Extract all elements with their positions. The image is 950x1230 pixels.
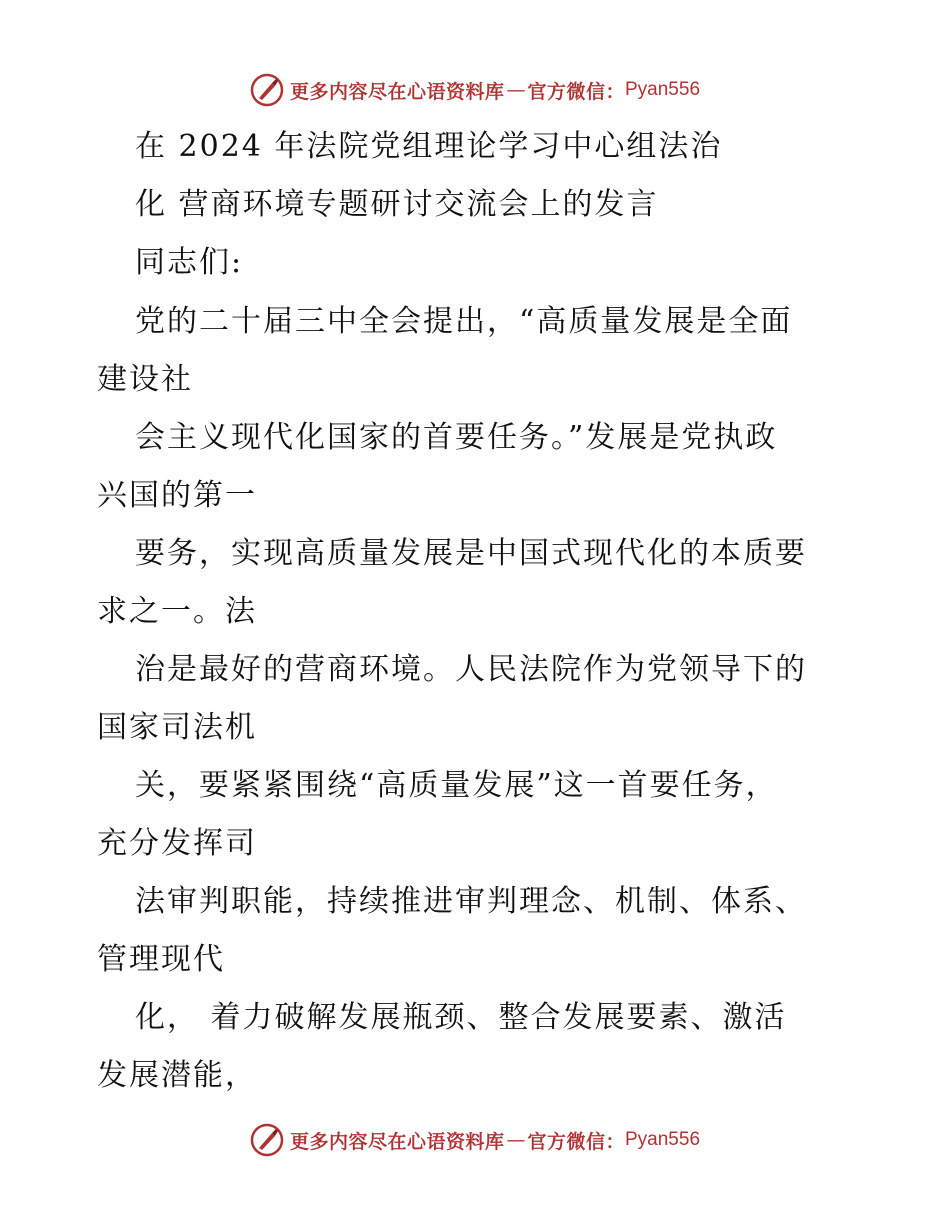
pen-logo-icon — [250, 73, 284, 107]
watermark-separator: — — [506, 79, 526, 101]
watermark-main-text: 更多内容尽在心语资料库 — [289, 1130, 505, 1153]
title-line-2: 化 营商环境专题研讨交流会上的发言 — [135, 187, 659, 222]
paragraph-line: 求之一。法 — [97, 594, 257, 629]
salutation: 同志们: — [135, 245, 244, 280]
paragraph-line: 治是最好的营商环境。人民法院作为党领导下的 — [135, 652, 807, 687]
title-line-1: 在 2024 年法院党组理论学习中心组法治 — [135, 129, 723, 164]
paragraph-line: 管理现代 — [97, 942, 225, 977]
watermark-main-text: 更多内容尽在心语资料库 — [289, 80, 505, 103]
paragraph-line: 国家司法机 — [97, 710, 257, 745]
paragraph-line: 兴国的第一 — [97, 478, 257, 513]
watermark-header — [0, 70, 950, 110]
paragraph-line: 建设社 — [97, 362, 193, 397]
watermark-suffix-text: 官方微信： — [527, 1130, 625, 1153]
paragraph-line: 法审判职能，持续推进审判理念、机制、体系、 — [135, 884, 807, 919]
watermark-separator: — — [506, 1129, 526, 1151]
paragraph-line: 充分发挥司 — [97, 826, 257, 861]
paragraph-line: 党的二十届三中全会提出，“高质量发展是全面 — [135, 304, 793, 339]
watermark-wechat-id: Pyan556 — [625, 79, 701, 100]
paragraph-line: 会主义现代化国家的首要任务。”发展是党执政 — [135, 420, 778, 455]
watermark-wechat-id: Pyan556 — [625, 1129, 701, 1150]
paragraph-line: 关，要紧紧围绕“高质量发展”这一首要任务， — [135, 768, 778, 803]
watermark-footer — [0, 1120, 950, 1160]
paragraph-line: 要务，实现高质量发展是中国式现代化的本质要 — [135, 536, 807, 571]
paragraph-line: 发展潜能， — [97, 1058, 257, 1093]
paragraph-line: 化， 着力破解发展瓶颈、整合发展要素、激活 — [135, 1000, 787, 1035]
watermark-suffix-text: 官方微信： — [527, 80, 625, 103]
pen-logo-icon — [250, 1123, 284, 1157]
